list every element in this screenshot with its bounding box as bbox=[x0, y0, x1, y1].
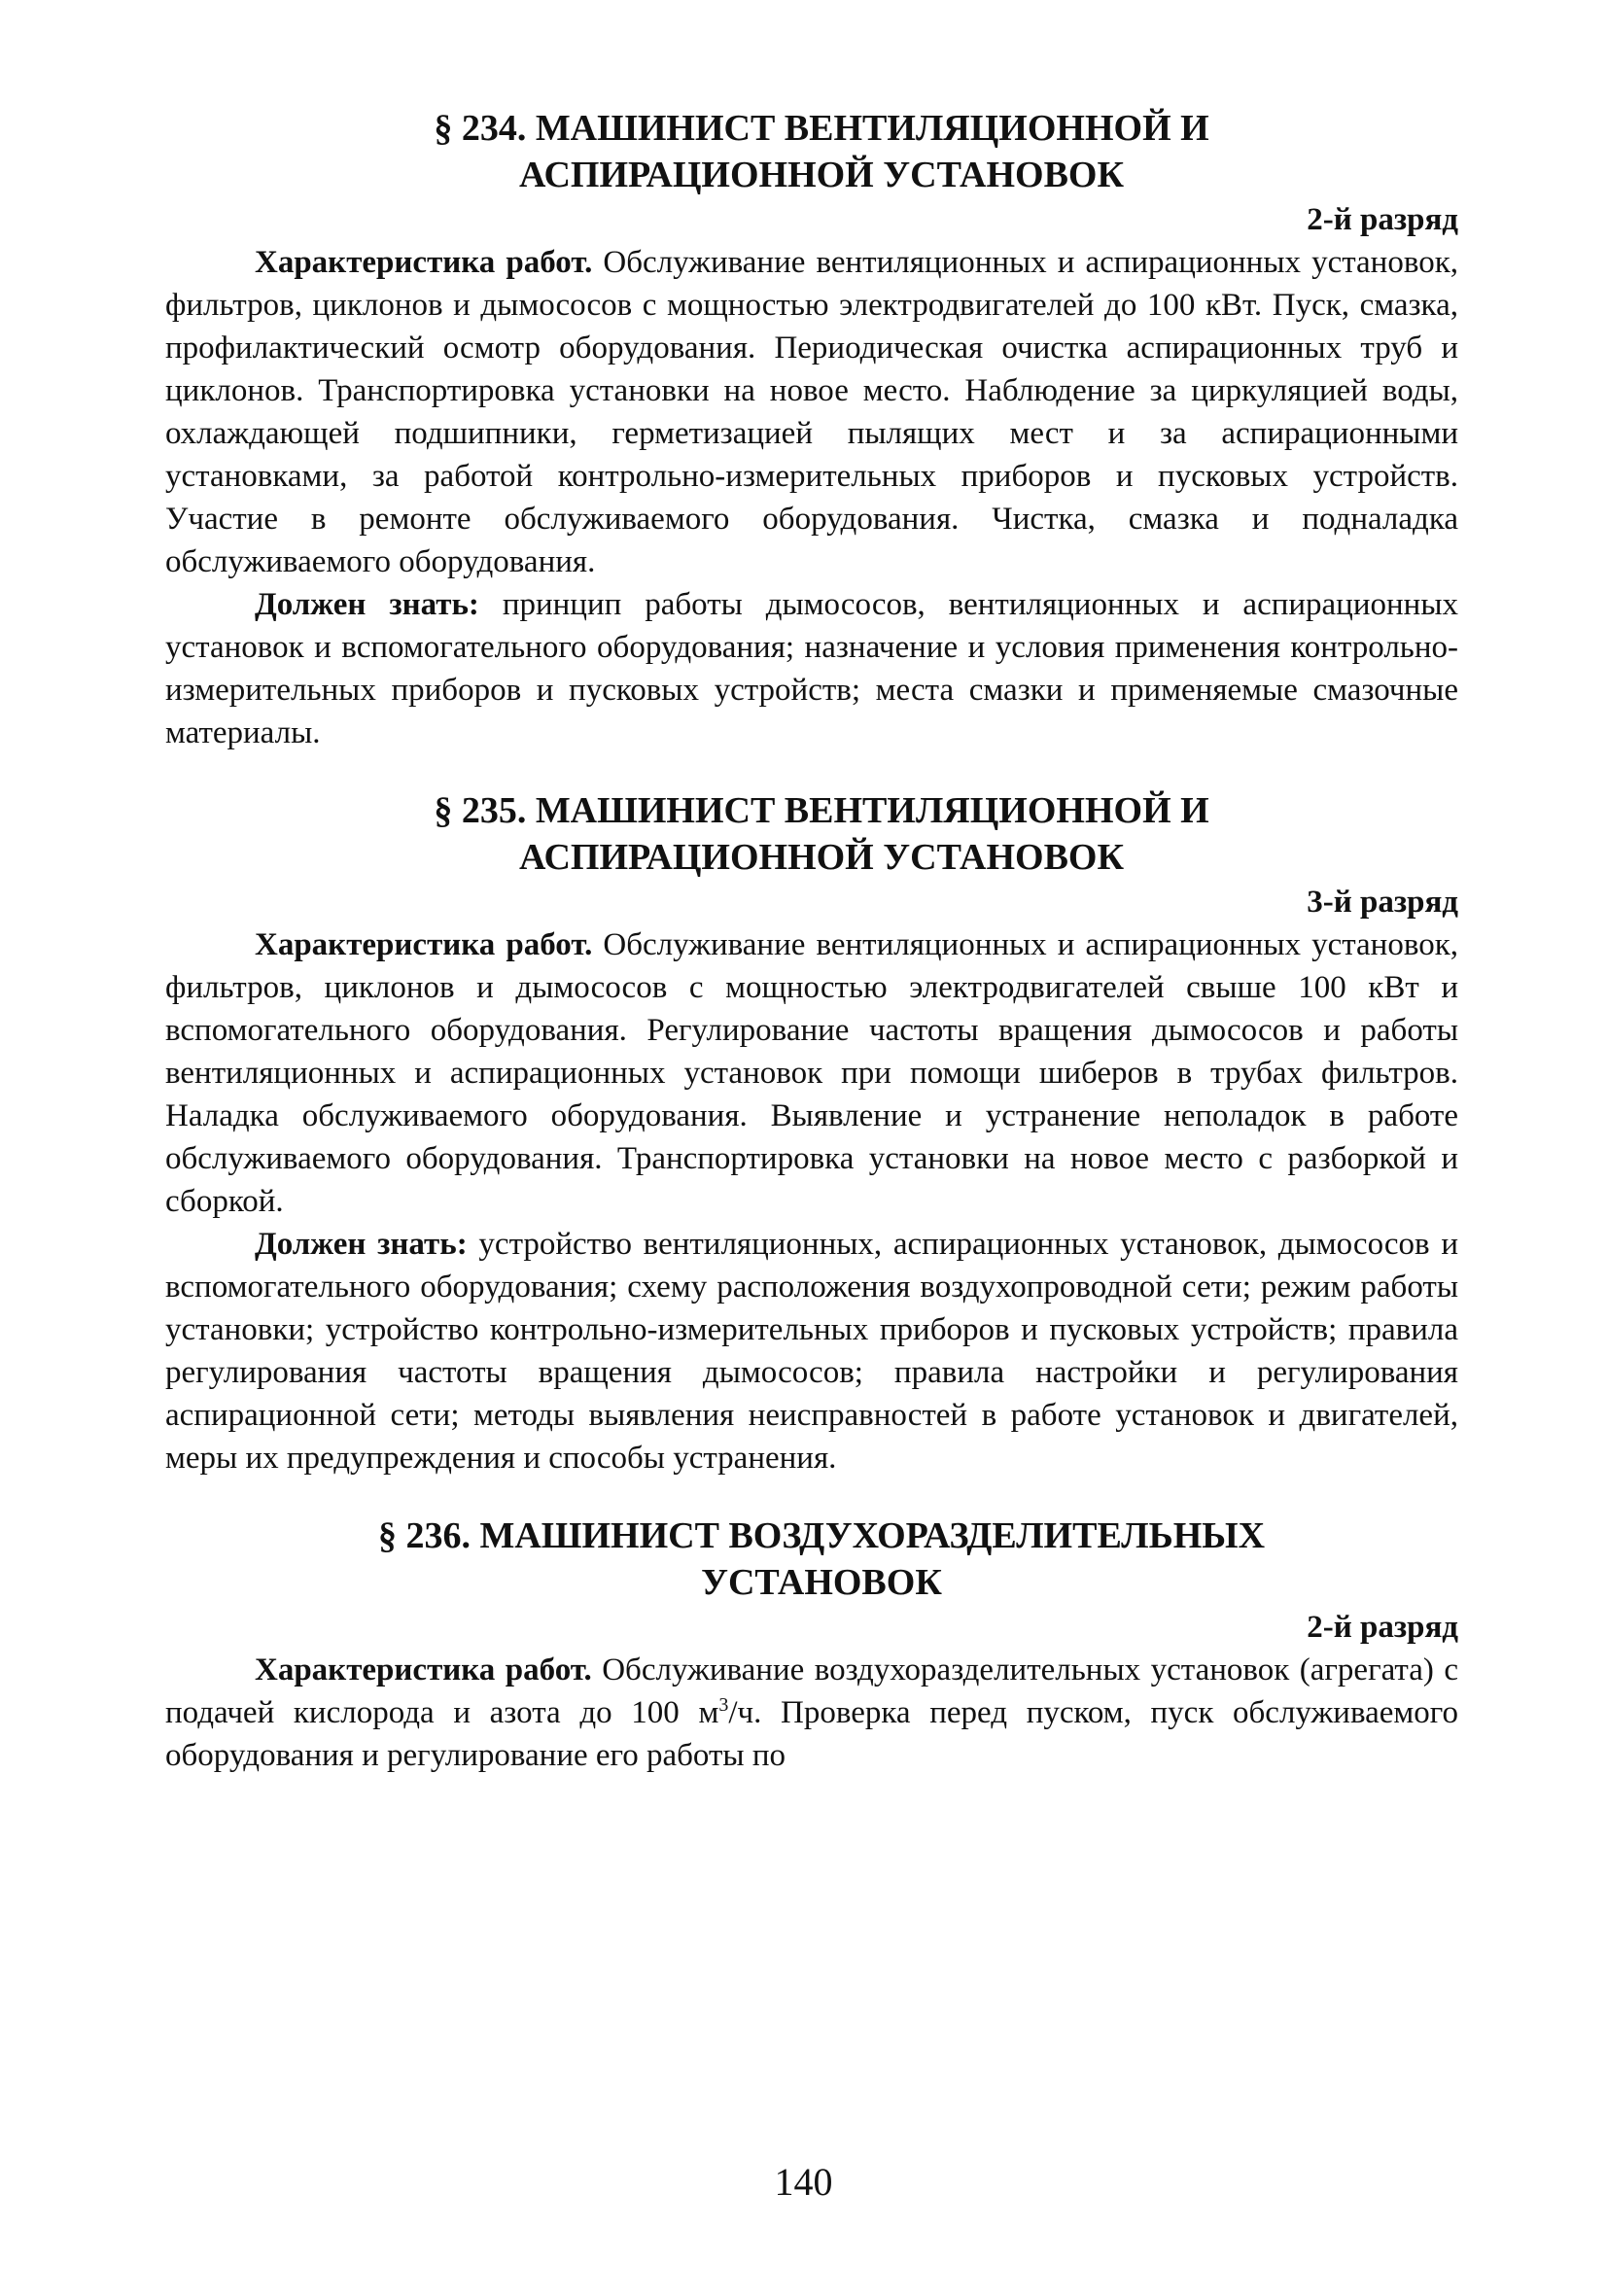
work-characteristics-label: Характеристика работ. bbox=[255, 1652, 592, 1687]
must-know-paragraph bbox=[165, 583, 1458, 754]
document-page bbox=[165, 105, 1458, 1777]
section-title-line2: АСПИРАЦИОННОЙ УСТАНОВОК bbox=[518, 155, 1125, 195]
must-know-paragraph bbox=[165, 1223, 1458, 1479]
grade-label: 2-й разряд bbox=[1307, 1610, 1458, 1645]
section-title bbox=[165, 105, 1458, 198]
work-characteristics-text-b: /ч. Проверка перед пуском, пуск обслуживаемого оборудования и регулирование его работы по bbox=[165, 1695, 1458, 1773]
work-characteristics-text: Обслуживание вентиляционных и аспирационных установок, фильтров, циклонов и дымососов с мощностью электродвигателей свыше 100 кВт и вспомогательного оборудования. Регулирование частоты вращения дымососов и работы вентиляционных и аспирационных установок при помощи шиберов в трубах фильтров. Наладка обслуживаемого оборудования. Выявление и устранение неполадок в работе обслуживаемого оборудования. Транспортировка установки на новое место с разборкой и сборкой. bbox=[165, 927, 1458, 1219]
must-know-label: Должен знать: bbox=[255, 1227, 468, 1262]
section-236 bbox=[165, 1513, 1458, 1777]
work-characteristics-paragraph bbox=[165, 1649, 1458, 1777]
section-235 bbox=[165, 787, 1458, 1479]
work-characteristics-text-a: Обслуживание воздухоразделительных установок (агрегата) с подачей кислорода и азота до 100 м bbox=[165, 1652, 1458, 1730]
superscript-exponent: 3 bbox=[718, 1694, 729, 1716]
section-title-line2: УСТАНОВОК bbox=[701, 1562, 942, 1603]
grade-label: 3-й разряд bbox=[1307, 885, 1458, 920]
must-know-text: принцип работы дымососов, вентиляционных и аспирационных установок и вспомогательного оборудования; назначение и условия применения контрольно-измерительных приборов и пусковых устройств; места смазки и применяемые смазочные материалы. bbox=[165, 587, 1458, 750]
grade-label: 2-й разряд bbox=[1307, 202, 1458, 237]
work-characteristics-label: Характеристика работ. bbox=[255, 927, 593, 962]
must-know-label: Должен знать: bbox=[255, 587, 479, 622]
section-234 bbox=[165, 105, 1458, 754]
section-title-line2: АСПИРАЦИОННОЙ УСТАНОВОК bbox=[518, 837, 1125, 878]
section-title bbox=[165, 1513, 1458, 1606]
work-characteristics-label: Характеристика работ. bbox=[255, 245, 593, 280]
section-title-line1: § 234. МАШИНИСТ ВЕНТИЛЯЦИОННОЙ И bbox=[434, 108, 1209, 149]
page-number: 140 bbox=[774, 2160, 833, 2204]
section-title-line1: § 235. МАШИНИСТ ВЕНТИЛЯЦИОННОЙ И bbox=[434, 790, 1209, 831]
work-characteristics-text: Обслуживание вентиляционных и аспирационных установок, фильтров, циклонов и дымососов с мощностью электродвигателей до 100 кВт. Пуск, смазка, профилактический осмотр оборудования. Периодическая очистка аспирационных труб и циклонов. Транспортировка установки на новое место. Наблюдение за циркуляцией воды, охлаждающей подшипники, герметизацией пылящих мест и за аспирационными установками, за работой контрольно-измерительных приборов и пусковых устройств. Участие в ремонте обслуживаемого оборудования. Чистка, смазка и подналадка обслуживаемого оборудования. bbox=[165, 245, 1458, 579]
work-characteristics-paragraph bbox=[165, 241, 1458, 583]
section-title bbox=[165, 787, 1458, 881]
section-title-line1: § 236. МАШИНИСТ ВОЗДУХОРАЗДЕЛИТЕЛЬНЫХ bbox=[377, 1515, 1266, 1556]
work-characteristics-paragraph bbox=[165, 923, 1458, 1223]
must-know-text: устройство вентиляционных, аспирационных установок, дымососов и вспомогательного оборудования; схему расположения воздухопроводной сети; режим работы установки; устройство контрольно-измерительных приборов и пусковых устройств; правила регулирования частоты вращения дымососов; правила настройки и регулирования аспирационной сети; методы выявления неисправностей в работе установок и двигателей, меры их предупреждения и способы устранения. bbox=[165, 1227, 1458, 1476]
